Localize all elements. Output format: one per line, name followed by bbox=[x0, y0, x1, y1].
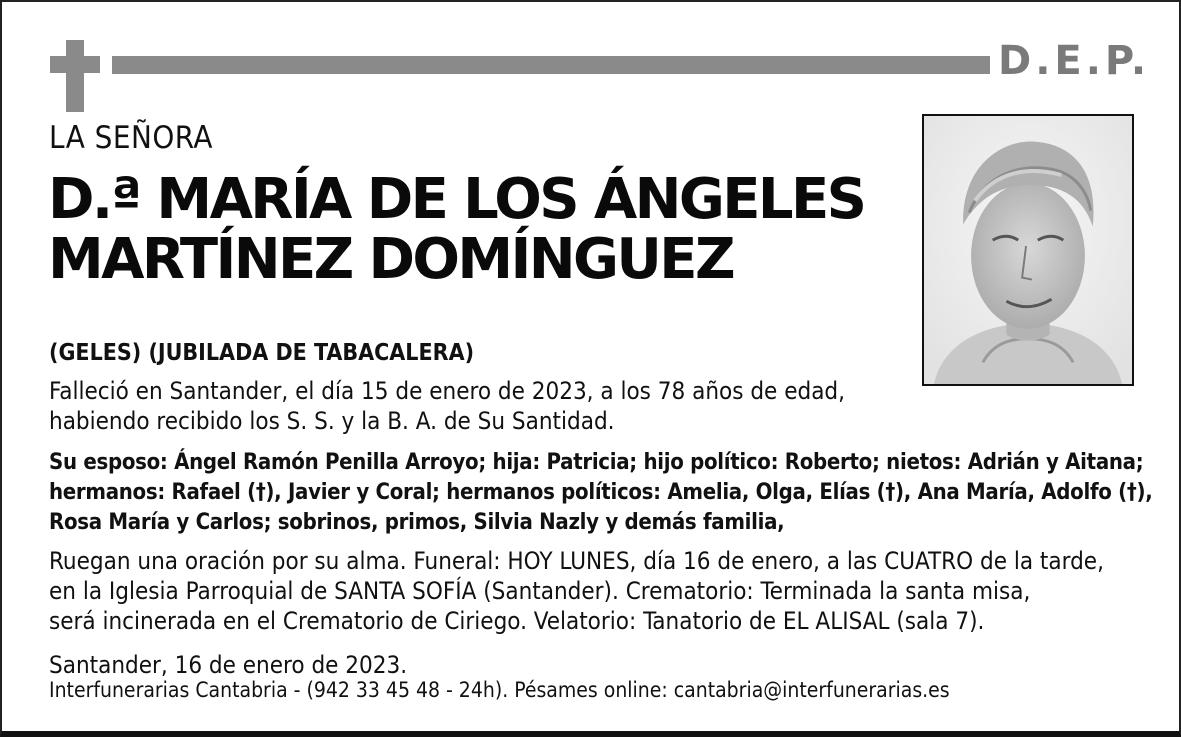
paragraph-line: Falleció en Santander, el día 15 de enero de 2023, a los 78 años de edad, bbox=[49, 377, 845, 405]
title-label: LA SEÑORA bbox=[49, 120, 213, 156]
deceased-name bbox=[48, 167, 908, 292]
paragraph-line: Ruegan una oración por su alma. Funeral: HOY LUNES, día 16 de enero, a las CUATRO de la tarde, bbox=[49, 547, 1104, 575]
paragraph-line: Su esposo: Ángel Ramón Penilla Arroyo; hija: Patricia; hijo político: Roberto; nietos: Adrián y Aitana; bbox=[49, 450, 1144, 475]
paragraph-line: Rosa María y Carlos; sobrinos, primos, Silvia Nazly y demás familia, bbox=[49, 510, 785, 535]
paragraph-line: habiendo recibido los S. S. y la B. A. de Su Santidad. bbox=[49, 407, 615, 435]
death-paragraph bbox=[49, 376, 845, 436]
cross-icon bbox=[50, 40, 100, 112]
name-line: D.ª MARÍA DE LOS ÁNGELES bbox=[48, 167, 865, 232]
header-rule bbox=[112, 56, 990, 74]
paragraph-line: en la Iglesia Parroquial de SANTA SOFÍA (Santander). Crematorio: Terminada la santa misa, bbox=[49, 577, 1031, 605]
funeral-home-footer: Interfunerarias Cantabria - (942 33 45 48 - 24h). Pésames online: cantabria@interfunerarias.es bbox=[49, 678, 950, 702]
nickname-line: (GELES) (JUBILADA DE TABACALERA) bbox=[49, 340, 475, 366]
name-line: MARTÍNEZ DOMÍNGUEZ bbox=[48, 227, 733, 292]
ceremony-paragraph bbox=[49, 546, 1104, 636]
portrait-photo bbox=[922, 114, 1134, 386]
dep-heading: D.E.P. bbox=[998, 38, 1151, 84]
paragraph-line: será incinerada en el Crematorio de Ciriego. Velatorio: Tanatorio de EL ALISAL (sala 7). bbox=[49, 607, 985, 635]
paragraph-line: hermanos: Rafael (†), Javier y Coral; hermanos políticos: Amelia, Olga, Elías (†), Ana María, Adolfo (†), bbox=[49, 480, 1153, 505]
family-paragraph bbox=[49, 448, 1152, 538]
date-place: Santander, 16 de enero de 2023. bbox=[49, 651, 408, 679]
